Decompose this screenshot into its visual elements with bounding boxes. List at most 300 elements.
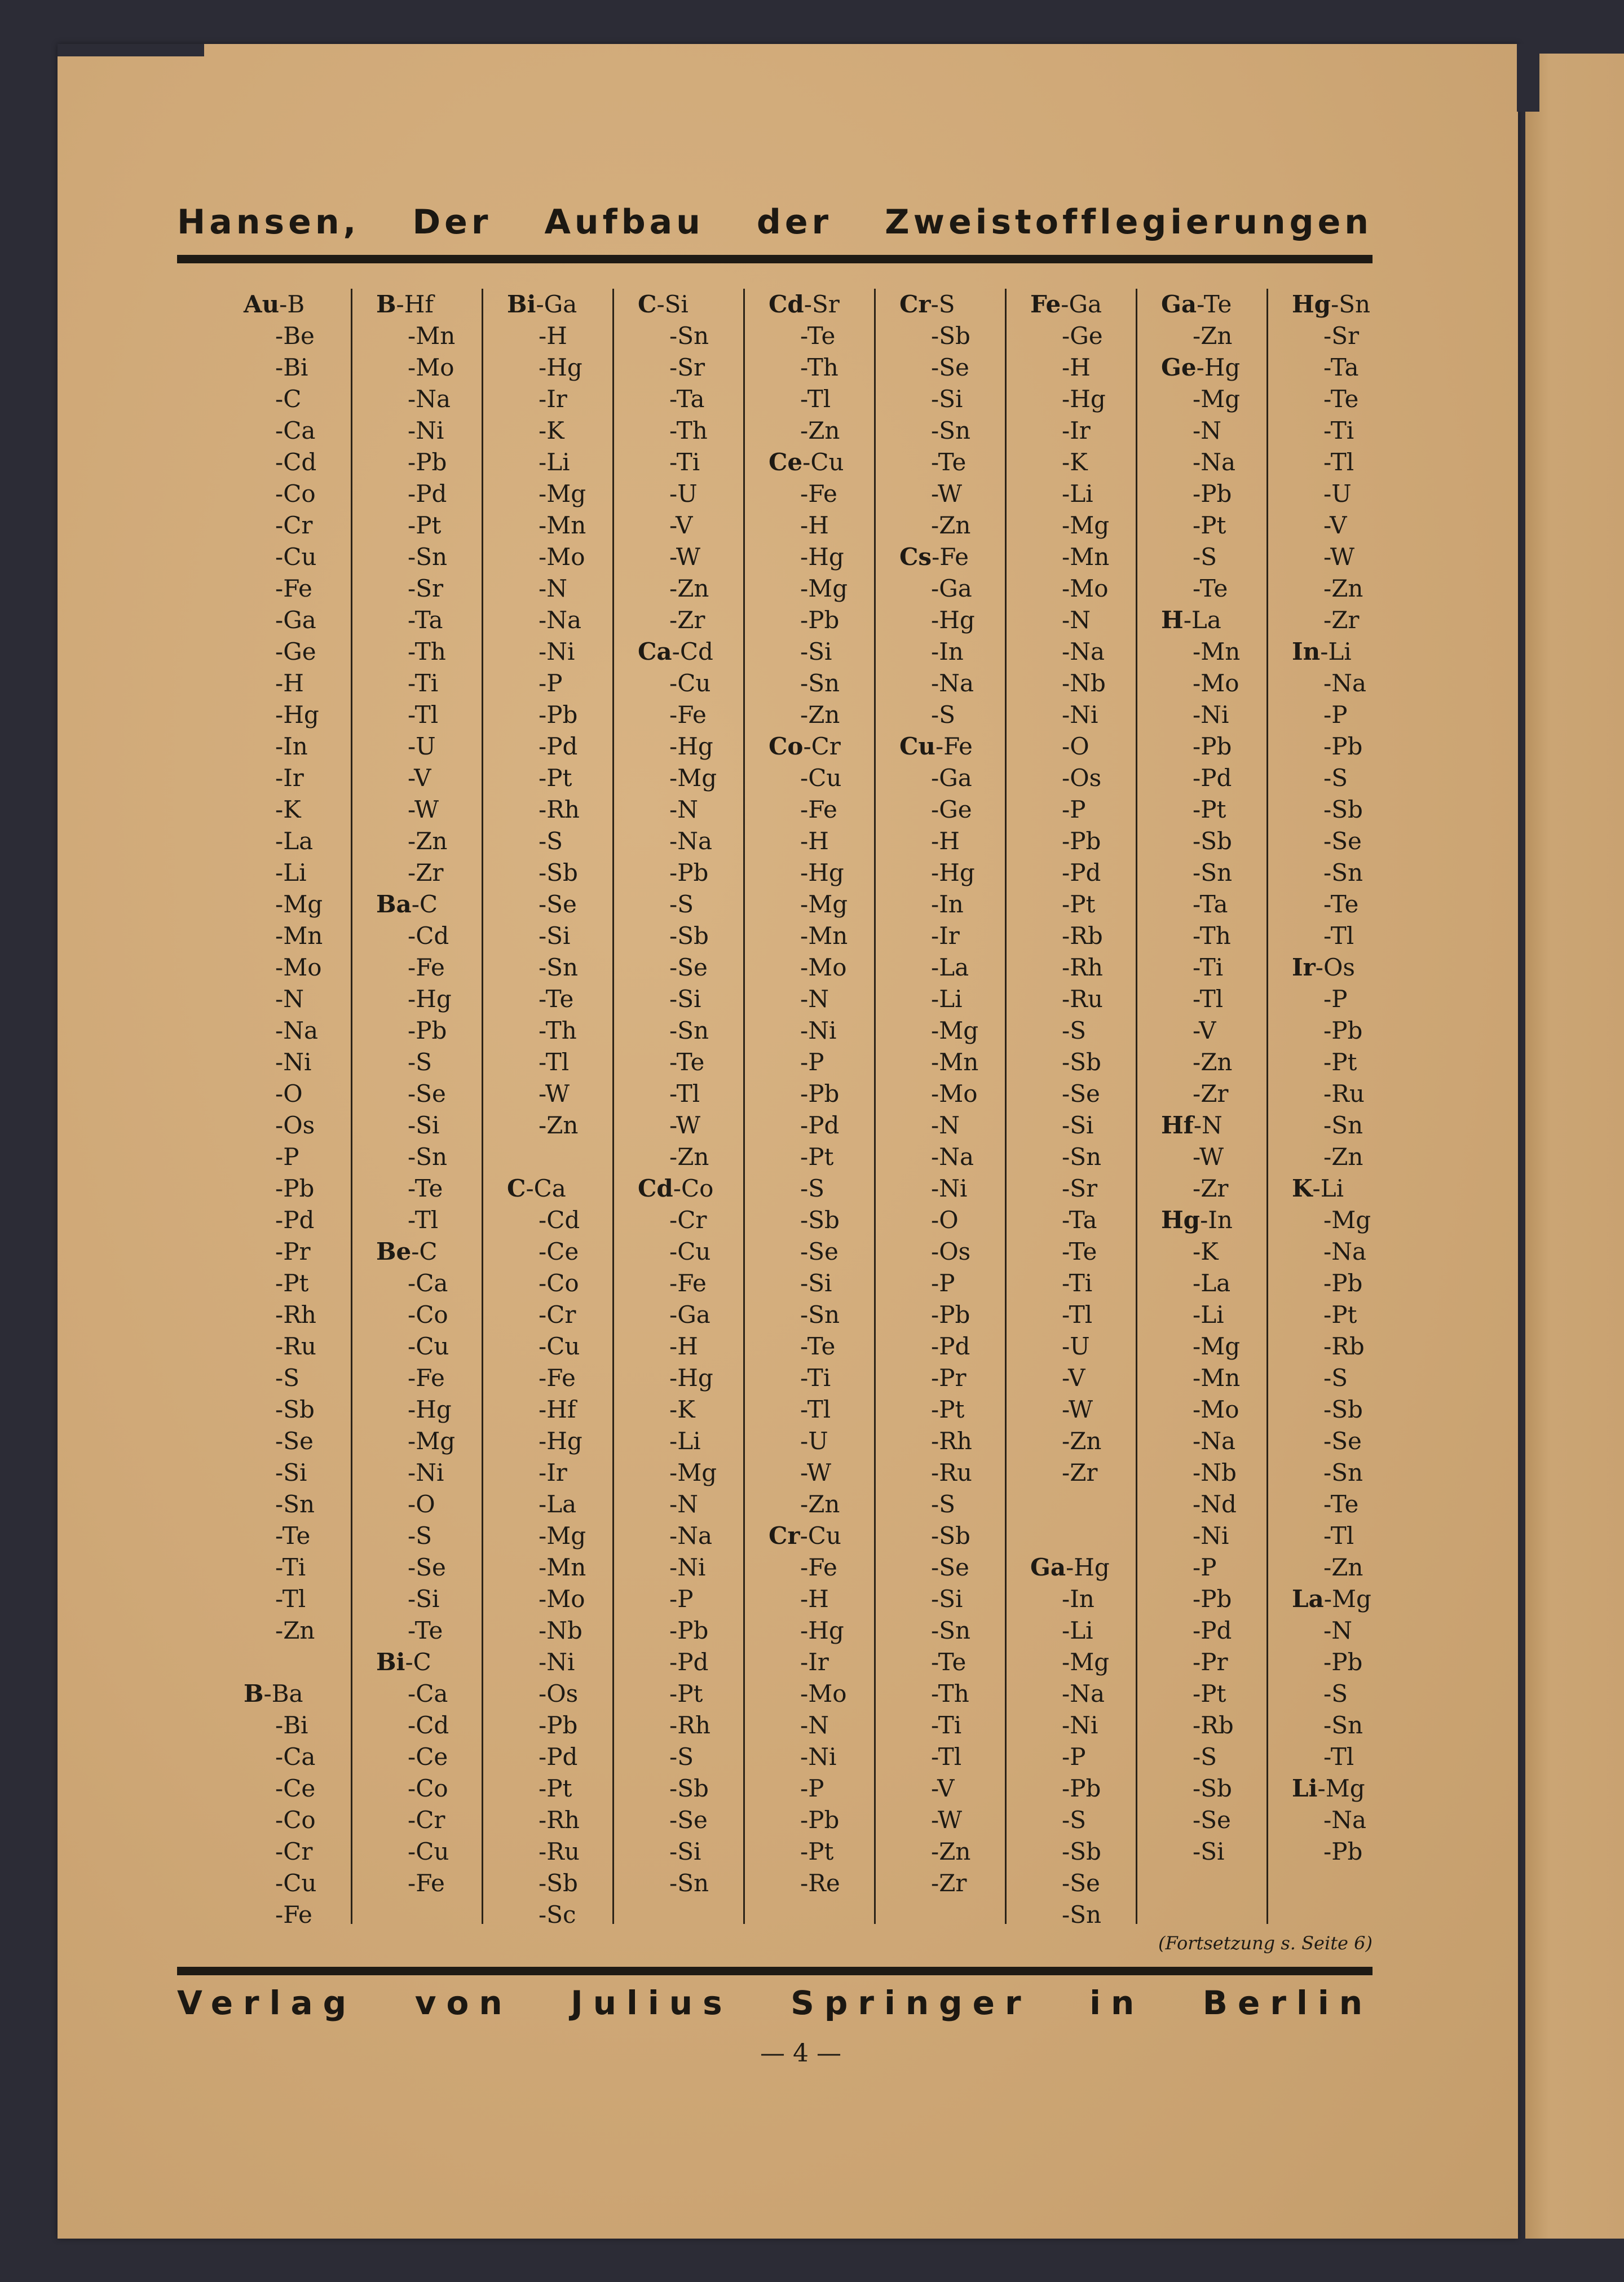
list-item: -In: [1062, 1585, 1095, 1613]
list-item: -C: [275, 385, 302, 413]
list-item: -Pb: [539, 1711, 578, 1739]
list-item: -Li: [1062, 1617, 1093, 1644]
list-item: -Pr: [931, 1364, 967, 1392]
list-item: -Mg: [1193, 1332, 1241, 1360]
list-item: -N: [800, 985, 829, 1013]
list-item: -Fe: [539, 1364, 576, 1392]
list-item: -W: [539, 1080, 570, 1107]
list-item: -Pd: [1062, 859, 1101, 886]
list-item: -La: [931, 954, 969, 981]
list-item: -Cu: [275, 1869, 317, 1897]
list-item: -Na: [931, 669, 974, 697]
list-item: -Mg: [1323, 1206, 1371, 1234]
list-item: -Ge: [1062, 322, 1103, 350]
list-item: -Cu: [539, 1332, 580, 1360]
list-item: -Te: [1323, 385, 1359, 413]
list-item: -Ir: [275, 764, 304, 792]
list-item: -Se: [931, 354, 969, 381]
list-item: -Sn: [1323, 1459, 1363, 1486]
list-item: -P: [1323, 985, 1348, 1013]
list-item: -Sb: [539, 859, 578, 886]
list-item: -Zn: [539, 1111, 579, 1139]
list-item: -N: [931, 1111, 960, 1139]
list-item: -O: [931, 1206, 959, 1234]
list-item: -P: [275, 1143, 299, 1171]
base-element: In: [1292, 638, 1321, 665]
list-item: -Se: [1062, 1080, 1100, 1107]
list-item: -Zn: [669, 575, 709, 602]
list-item: -Cr: [275, 511, 313, 539]
partner-element: -Ga: [536, 290, 577, 318]
list-item: -N: [800, 1711, 829, 1739]
list-item: -La: [275, 827, 314, 855]
list-item: -Ga: [275, 606, 316, 634]
list-item: -Nb: [539, 1617, 582, 1644]
list-item: -Ti: [408, 669, 439, 697]
list-item: [1007, 1520, 1137, 1552]
list-item: -Na: [408, 385, 451, 413]
system-heading: [220, 1678, 351, 1710]
list-item: -Si: [275, 1459, 307, 1486]
list-item: -Zn: [1323, 1553, 1363, 1581]
list-item: -Rb: [1062, 922, 1103, 950]
list-item: -Sr: [1323, 322, 1360, 350]
list-item: -Co: [408, 1301, 448, 1328]
base-element: C: [507, 1175, 526, 1202]
base-element: Cs: [899, 543, 932, 571]
list-item: -U: [800, 1427, 828, 1455]
system-heading: [1268, 1583, 1399, 1615]
list-item: -Nb: [1193, 1459, 1237, 1486]
list-item: -Sb: [1062, 1838, 1101, 1865]
partner-element: -B: [279, 290, 305, 318]
list-item: -W: [1323, 543, 1355, 571]
list-item: -Mg: [408, 1427, 456, 1455]
list-item: -Pb: [1062, 827, 1101, 855]
list-item: -Pt: [1193, 1680, 1226, 1707]
list-item: -Pt: [800, 1838, 834, 1865]
system-heading: [1137, 289, 1268, 320]
system-heading: [1268, 1173, 1399, 1204]
table-column: [220, 289, 351, 1928]
list-item: -Fe: [669, 701, 707, 729]
list-item: -Bi: [275, 354, 308, 381]
list-item: -Ta: [1193, 890, 1228, 918]
list-item: -Hg: [800, 1617, 844, 1644]
list-item: -Pt: [800, 1143, 834, 1171]
list-item: -N: [669, 796, 698, 823]
list-item: -Zr: [408, 859, 444, 886]
list-item: -Mg: [800, 890, 848, 918]
list-item: -Zn: [1062, 1427, 1102, 1455]
list-item: -S: [931, 701, 955, 729]
partner-element: -S: [930, 290, 955, 318]
list-item: -Ru: [539, 1838, 580, 1865]
table-column: [482, 289, 614, 1928]
base-element: Hf: [1161, 1111, 1194, 1139]
list-item: -Te: [669, 1048, 705, 1076]
list-item: -Ca: [408, 1680, 448, 1707]
list-item: -Sn: [1193, 859, 1233, 886]
header-title: Hansen, Der Aufbau der Zweistofflegierungen: [177, 202, 1373, 242]
list-item: -Se: [1323, 1427, 1362, 1455]
list-item: -N: [1193, 417, 1221, 444]
list-item: -Sn: [1062, 1143, 1102, 1171]
list-item: -K: [1193, 1238, 1219, 1265]
system-heading: [483, 289, 614, 320]
base-element: Be: [376, 1238, 412, 1265]
list-item: -Te: [931, 1648, 967, 1676]
list-item: -Mg: [1062, 511, 1110, 539]
system-heading: [1137, 1110, 1268, 1141]
system-heading: [352, 1236, 483, 1268]
list-item: [1007, 1489, 1137, 1520]
list-item: -Zn: [800, 701, 840, 729]
list-item: -Si: [539, 922, 571, 950]
list-item: -K: [275, 796, 301, 823]
list-item: -Ni: [1193, 701, 1229, 729]
list-item: -Hg: [539, 1427, 582, 1455]
list-item: -Se: [1193, 1806, 1231, 1834]
partner-element: -Ga: [1061, 290, 1102, 318]
list-item: -Ti: [275, 1553, 306, 1581]
list-item: -Se: [1323, 827, 1362, 855]
list-item: -Na: [1193, 1427, 1235, 1455]
list-item: -Mo: [539, 543, 585, 571]
list-item: -Sb: [800, 1206, 840, 1234]
list-item: -Se: [408, 1080, 446, 1107]
list-item: -Th: [800, 354, 839, 381]
partner-element: -Mg: [1323, 1585, 1371, 1613]
list-item: [220, 1647, 351, 1678]
list-item: -Mn: [408, 322, 456, 350]
list-item: -Bi: [275, 1711, 308, 1739]
list-item: -K: [669, 1396, 695, 1423]
list-item: -H: [931, 827, 960, 855]
list-item: -Cd: [539, 1206, 580, 1234]
list-item: -Mn: [275, 922, 323, 950]
list-item: -H: [539, 322, 567, 350]
list-item: -H: [800, 511, 829, 539]
torn-edge: [1517, 44, 1539, 112]
list-item: -Pb: [1323, 1838, 1363, 1865]
system-heading: [352, 889, 483, 920]
list-item: -Ta: [1323, 354, 1359, 381]
list-item: -Cd: [275, 448, 317, 476]
list-item: -Ni: [408, 1459, 444, 1486]
list-item: -Te: [1323, 890, 1359, 918]
list-item: -Mn: [1193, 1364, 1241, 1392]
list-item: -Sr: [1062, 1175, 1098, 1202]
list-item: -Ce: [275, 1775, 316, 1802]
list-item: -Be: [275, 322, 315, 350]
list-item: -Tl: [931, 1743, 962, 1771]
list-item: -Zn: [931, 511, 971, 539]
list-item: -Hg: [408, 1396, 452, 1423]
system-heading: [1137, 604, 1268, 636]
list-item: -Co: [275, 480, 316, 507]
list-item: -Sn: [931, 417, 971, 444]
list-item: -Mg: [669, 1459, 717, 1486]
list-item: -Sb: [669, 1775, 709, 1802]
list-item: -Li: [1062, 480, 1093, 507]
list-item: -Si: [800, 1269, 832, 1297]
list-item: -Te: [408, 1175, 443, 1202]
base-element: Cu: [899, 732, 935, 760]
base-element: H: [1161, 606, 1184, 634]
base-element: Hg: [1292, 290, 1331, 318]
base-element: Cd: [638, 1175, 673, 1202]
list-item: -Th: [931, 1680, 969, 1707]
partner-element: -Cd: [672, 638, 713, 665]
list-item: -Pd: [1193, 764, 1232, 792]
list-item: -Pb: [539, 701, 578, 729]
list-item: -Pt: [1062, 890, 1096, 918]
list-item: -N: [1062, 606, 1091, 634]
list-item: -Sb: [931, 322, 970, 350]
list-item: -In: [931, 638, 964, 665]
base-element: Ir: [1292, 954, 1316, 981]
list-item: -S: [408, 1522, 432, 1550]
list-item: -Pt: [931, 1396, 965, 1423]
list-item: -Sb: [1193, 827, 1232, 855]
list-item: -O: [1062, 732, 1089, 760]
list-item: -Se: [408, 1553, 446, 1581]
list-item: -Mo: [275, 954, 322, 981]
list-item: -Sb: [669, 922, 709, 950]
list-item: -Te: [1062, 1238, 1097, 1265]
list-item: -Sb: [539, 1869, 578, 1897]
list-item: -Mn: [800, 922, 848, 950]
table-column: [612, 289, 745, 1924]
partner-element: -Cu: [800, 1522, 841, 1550]
page-number: — 4 —: [760, 2039, 841, 2068]
list-item: -Hg: [931, 859, 975, 886]
list-item: -Sn: [669, 1869, 709, 1897]
list-item: -N: [669, 1490, 698, 1518]
list-item: -Na: [1323, 1238, 1366, 1265]
list-item: -Zr: [1193, 1080, 1229, 1107]
list-item: -S: [1193, 543, 1217, 571]
partner-element: -Li: [1320, 638, 1352, 665]
list-item: -W: [669, 1111, 701, 1139]
list-item: -Mg: [539, 1522, 586, 1550]
list-item: -Rh: [669, 1711, 710, 1739]
list-item: -Cu: [408, 1332, 449, 1360]
list-item: -Ir: [800, 1648, 829, 1676]
list-item: -Pb: [1323, 1648, 1363, 1676]
system-heading: [1268, 289, 1399, 320]
list-item: -Ta: [1062, 1206, 1097, 1234]
list-item: -P: [539, 669, 563, 697]
list-item: -Sn: [1323, 1111, 1363, 1139]
list-item: -Ti: [800, 1364, 831, 1392]
list-item: -Te: [931, 448, 967, 476]
list-item: -Co: [539, 1269, 579, 1297]
list-item: -Pt: [408, 511, 442, 539]
list-item: -S: [1323, 1364, 1348, 1392]
list-item: -Pt: [669, 1680, 703, 1707]
list-item: -Ce: [539, 1238, 579, 1265]
list-item: -Os: [539, 1680, 579, 1707]
list-item: -Se: [539, 890, 577, 918]
list-item: -Sn: [1323, 859, 1363, 886]
list-item: -W: [669, 543, 701, 571]
partner-element: -N: [1193, 1111, 1223, 1139]
list-item: -Na: [275, 1017, 318, 1044]
torn-edge: [58, 44, 204, 56]
list-item: -Zn: [1193, 322, 1233, 350]
list-item: -Zn: [669, 1143, 709, 1171]
list-item: -Rh: [539, 1806, 580, 1834]
list-item: -Pb: [800, 606, 840, 634]
table-column: [1136, 289, 1268, 1924]
list-item: -V: [1323, 511, 1347, 539]
list-item: -K: [1062, 448, 1088, 476]
list-item: -S: [669, 890, 694, 918]
base-element: B: [376, 290, 396, 318]
partner-element: -Os: [1315, 954, 1355, 981]
base-element: Fe: [1030, 290, 1061, 318]
list-item: -In: [275, 732, 308, 760]
list-item: -H: [800, 1585, 829, 1613]
list-item: -Ni: [1062, 701, 1098, 729]
list-item: -Pb: [1193, 1585, 1232, 1613]
list-item: -Sn: [1323, 1711, 1363, 1739]
list-item: -Ge: [931, 796, 972, 823]
list-item: -Fe: [275, 575, 312, 602]
list-item: -V: [669, 511, 693, 539]
list-item: -P: [800, 1775, 824, 1802]
list-item: -Zn: [1323, 1143, 1363, 1171]
list-item: -Os: [1062, 764, 1102, 792]
list-item: -Ir: [1062, 417, 1091, 444]
list-item: -Cu: [669, 669, 711, 697]
list-item: -Si: [408, 1585, 440, 1613]
list-item: -Sn: [800, 669, 840, 697]
list-item: -Li: [1193, 1301, 1224, 1328]
footer-rule: [177, 1967, 1373, 1975]
list-item: -Zn: [800, 1490, 840, 1518]
list-item: -Os: [275, 1111, 315, 1139]
list-item: -Ta: [408, 606, 443, 634]
list-item: -Cr: [669, 1206, 707, 1234]
list-item: -V: [408, 764, 431, 792]
base-element: Ga: [1030, 1553, 1066, 1581]
list-item: -Na: [669, 1522, 712, 1550]
list-item: -Te: [275, 1522, 311, 1550]
list-item: -Ru: [1062, 985, 1103, 1013]
partner-element: -Cu: [802, 448, 844, 476]
list-item: -Si: [1062, 1111, 1094, 1139]
list-item: -Sn: [931, 1617, 971, 1644]
list-item: -W: [1062, 1396, 1093, 1423]
list-item: -Li: [539, 448, 570, 476]
list-item: -P: [800, 1048, 824, 1076]
system-heading: [745, 289, 876, 320]
base-element: Ga: [1161, 290, 1197, 318]
system-heading: [614, 636, 745, 668]
list-item: -Nb: [1062, 669, 1106, 697]
list-item: -Zn: [800, 417, 840, 444]
partner-element: -Ba: [263, 1680, 303, 1707]
system-heading: [1007, 289, 1137, 320]
list-item: -Hg: [800, 859, 844, 886]
system-heading: [876, 541, 1007, 573]
list-item: -Tl: [275, 1585, 306, 1613]
list-item: -Fe: [408, 1364, 445, 1392]
list-item: -Pr: [275, 1238, 311, 1265]
table-column: [874, 289, 1007, 1924]
list-item: -Mo: [1193, 1396, 1239, 1423]
list-item: -P: [1193, 1553, 1217, 1581]
list-item: -Na: [539, 606, 581, 634]
list-item: -Cu: [800, 764, 842, 792]
list-item: -Tl: [408, 1206, 439, 1234]
list-item: -U: [408, 732, 436, 760]
system-heading: [1268, 1773, 1399, 1804]
list-item: -Pr: [1193, 1648, 1228, 1676]
list-item: -Pb: [931, 1301, 970, 1328]
list-item: -Hg: [1062, 385, 1106, 413]
list-item: -Te: [539, 985, 574, 1013]
list-item: -Rh: [931, 1427, 972, 1455]
list-item: -Na: [1323, 669, 1366, 697]
base-element: Ca: [638, 638, 672, 665]
list-item: -Sb: [931, 1522, 970, 1550]
list-item: -Pb: [1193, 732, 1232, 760]
list-item: -Ga: [931, 764, 972, 792]
list-item: -Mn: [539, 511, 586, 539]
list-item: -Nd: [1193, 1490, 1237, 1518]
list-item: -Rb: [1323, 1332, 1365, 1360]
list-item: -Se: [931, 1553, 969, 1581]
list-item: -S: [931, 1490, 955, 1518]
list-item: -Si: [931, 385, 963, 413]
list-item: -Sc: [539, 1901, 576, 1928]
list-item: -Zn: [931, 1838, 971, 1865]
list-item: -Cr: [408, 1806, 445, 1834]
list-item: -Fe: [275, 1901, 312, 1928]
list-item: -Tl: [800, 385, 831, 413]
list-item: -Ni: [539, 638, 575, 665]
list-item: -Zr: [931, 1869, 967, 1897]
list-item: -Sr: [408, 575, 444, 602]
continuation-note: (Fortsetzung s. Seite 6): [1158, 1932, 1373, 1954]
list-item: -W: [931, 480, 963, 507]
base-element: Ba: [376, 890, 412, 918]
list-item: -O: [408, 1490, 435, 1518]
list-item: -Hg: [275, 701, 319, 729]
list-item: -Tl: [408, 701, 439, 729]
list-item: -Ga: [931, 575, 972, 602]
list-item: -Ti: [1193, 954, 1224, 981]
partner-element: -Te: [1197, 290, 1232, 318]
list-item: -K: [539, 417, 564, 444]
list-item: -Se: [669, 1806, 708, 1834]
system-heading: [876, 731, 1007, 762]
list-item: -Si: [800, 638, 832, 665]
list-item: -Zn: [275, 1617, 315, 1644]
partner-element: -Mg: [1317, 1775, 1365, 1802]
list-item: -Hg: [669, 1364, 713, 1392]
list-item: -Pd: [539, 1743, 578, 1771]
list-item: -Zr: [1062, 1459, 1098, 1486]
list-item: -Rb: [1193, 1711, 1234, 1739]
list-item: -Tl: [1323, 922, 1354, 950]
list-item: -W: [931, 1806, 963, 1834]
list-item: -Mo: [408, 354, 454, 381]
